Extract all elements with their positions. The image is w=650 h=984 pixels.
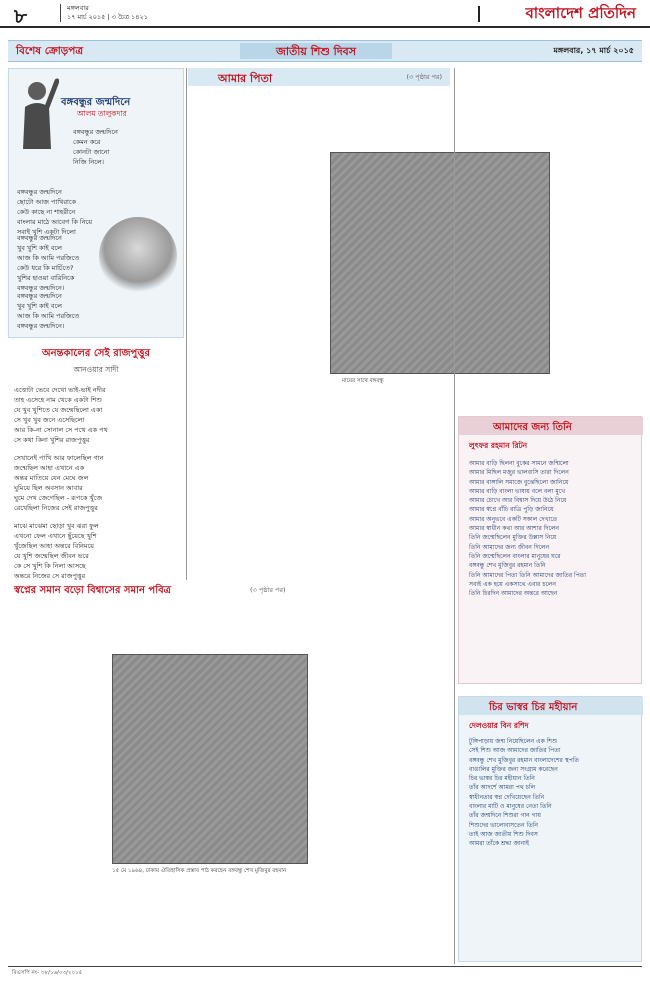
box-header: [459, 697, 643, 715]
poem-box-amader-jonno: [458, 416, 642, 684]
poem-line: তাঁর জন্মদিনে শিশুরা গান গায়: [469, 812, 541, 820]
article-continued: (৩ পৃষ্ঠার পর): [406, 73, 442, 81]
header-date-text: ১৭ মার্চ ২০১৫ | ৩ চৈত্র ১৪২১: [67, 13, 148, 21]
column-divider: [454, 68, 455, 964]
poem-line: বাংলার মাঠে আবেগ কি নিয়ে: [17, 218, 93, 226]
left-column: [8, 68, 184, 580]
box-poem: [469, 737, 579, 849]
poem-stanza-4: [17, 291, 79, 331]
brand-logo: বাংলাদেশ প্রতিদিন: [525, 4, 636, 22]
poem-line: খুশির হাওয়া বারিনিকে: [17, 274, 75, 282]
poem-line: ঘুমিয়ে ছিল অবসান আবার: [14, 484, 83, 492]
header-day: মঙ্গলবার: [67, 4, 89, 12]
poem-author: আলম তালুকদার: [77, 109, 127, 118]
poem-line: আমরা তাঁকে শ্রদ্ধা জানাই: [469, 840, 529, 848]
photo-caption: মায়ের সাথে বঙ্গবন্ধু: [342, 378, 384, 384]
poem-line: চির ভাস্বর চির মহীয়ান তিনি: [469, 775, 535, 783]
poem-line: ঘুমে দেখ জেগেছিল - রূপকে খুঁজে: [14, 494, 103, 502]
poem-line: এত্তোটা ভেবে দেখো ভাই-ভাই নদীর: [14, 386, 106, 394]
poem-line: বঙ্গবন্ধু শেখ মুজিবুর রহমান তিনি: [469, 562, 546, 570]
poem-stanza-3: [17, 233, 79, 293]
poem-line: সেখানেই পাখি আর ফালেছিল গান: [14, 454, 104, 462]
poem-line: তিনি আমাদের পিতা তিনি আমাদের জাতির পিতা: [469, 571, 587, 579]
poem-line: আমার বাড়ি ছিলনা বুকের সামনে জন্মিলো: [469, 460, 569, 467]
article-header: [8, 580, 448, 598]
article-body-column-1: [190, 90, 316, 574]
poem2-author: আনওয়ার সাদী: [73, 365, 119, 374]
page-number: ৮: [14, 4, 27, 28]
poem2-body: [8, 385, 184, 581]
section-band: [8, 40, 642, 62]
box-author: লুৎফর রহমান রিটন: [469, 441, 528, 450]
box-header: [459, 417, 643, 435]
article-body-column-2: [322, 90, 452, 150]
poem-line: আমার বাঙ্গালি সমাজে বুঝেছিলো জানিয়ে: [469, 478, 569, 486]
poem-line: আমার অনুভবে একটি সকাল দেখাতে: [469, 515, 558, 523]
poem-line: বঙ্গবন্ধুর জন্মদিনে: [17, 292, 62, 300]
poem-line: আমার চোখে আর বিশ্বাস দিয়ে উঠে নিয়ে: [469, 497, 567, 505]
section-title: জাতীয় শিশু দিবস: [240, 43, 392, 59]
poem-line: স্বাধীনতার স্বপ্ন দেখিয়েছেন তিনি: [469, 793, 545, 801]
article-title: স্বপ্নের সমান বড়ো বিশ্বাসের সমান পবিত্র: [14, 585, 171, 596]
poem-line: যে খুব খুশিতে যে জন্মেছিলো একা: [14, 406, 103, 414]
poem-line: রেখেছিলা নিজের সেই রাজপুত্তুর: [14, 504, 98, 512]
poem-line: শিশুদের ভালোবাসতেন তিনি: [469, 821, 538, 829]
poem-line: তাহ এসেহে নাম থেকে একটা শিশু: [14, 396, 102, 404]
poem-title: বঙ্গবন্ধুর জন্মদিনে: [61, 97, 131, 108]
waving-leader-image: [15, 77, 59, 149]
poem-stanza-2: [17, 187, 92, 237]
poem-line: টুঙ্গিপাড়ায় জন্ম নিয়েছিলেন এক শিশু: [469, 738, 558, 745]
poem-line: তাঁর আদর্শে আমরা পথ চলি: [469, 784, 536, 792]
poem-rajputra: [8, 346, 184, 589]
portrait-image: [99, 217, 177, 295]
poem-line: সে খুব খুব জনে এসেছিলো: [14, 416, 85, 424]
article2-body-column-2: [314, 602, 450, 962]
poem-line: তিনি চিরদিন আমাদের অন্তরে আছেন: [469, 590, 558, 598]
box-title: আমাদের জন্য তিনি: [493, 422, 572, 433]
poem-line: বঙ্গবন্ধুর জন্মদিনে: [17, 188, 62, 196]
poem-line: কে সে খুশি কি নিলা আসছে: [14, 562, 86, 570]
column-divider: [186, 68, 187, 580]
header-date: [60, 4, 148, 22]
poem-line: তিনি জন্মেছিলেন বাংলার মানুষের ঘরে: [469, 552, 561, 560]
poem-line: অন্তরে নিজের সে রাজপুত্তুর: [14, 572, 86, 580]
poem-box-chiro-bhashwar: [458, 696, 642, 962]
poem2-title: অনন্তকালের সেই রাজপুত্তুর: [41, 348, 150, 359]
poem-line: ছোটো আজ পাখিরাকে: [17, 198, 77, 206]
poem-line: সে কথা কিনা খুশির রাজপুত্তুর: [14, 436, 90, 444]
poem-line: মাঝে মাঝেমা ছোড়া খুব ঝরা ফুল: [14, 522, 99, 530]
poem-line: খুব খুশি কাই বলে: [17, 302, 62, 310]
poem-line: সবাই এক হয়ে একসাথে এবার চলেন: [469, 580, 556, 588]
poem-line: যে খুশি জন্মেছিল জীবন ভরে: [14, 552, 89, 560]
poem-line: আর কি-না সোনাল সে পথে এক পথ: [14, 426, 108, 434]
poem-line: নিজি নিলে।: [73, 158, 104, 166]
poem-box-bangabandhu: [8, 68, 184, 338]
box-poem: [469, 459, 586, 598]
poem-line: কোনটা জানো: [73, 148, 110, 156]
article-body-column-3: [322, 384, 452, 572]
masthead: [0, 0, 650, 28]
section-date: মঙ্গলবার, ১৭ মার্চ ২০১৫: [553, 46, 634, 55]
poem-line: তিনি জন্মেছিলেন মুক্তির উল্লাস নিয়ে: [469, 534, 557, 542]
poem-line: সেই শিশু আজ আমাদের জাতির পিতা: [469, 747, 561, 755]
poem-line: কেউ কাছে না শাহরীনে: [17, 208, 76, 216]
box-author: দেলওয়ার বিন রশিদ: [469, 721, 529, 730]
poem2-stanza: [14, 385, 184, 445]
poem-line: খুব খুশি কাই বলে: [17, 244, 62, 252]
poem-line: এখনো ফেল এখানে ছুঁয়েছে খুশি: [14, 532, 97, 540]
article-title: আমার পিতা: [218, 72, 273, 85]
photo-caption: ১৫ মে ১৯৬৪, ঢাকায় ঐতিহাসিক প্রস্তাব পাঠ করছেন বঙ্গবন্ধু শেখ মুজিবুর রহমান: [112, 868, 287, 874]
poem-line: বাংলার মাটি ও মানুষের নেতা তিনি: [469, 803, 552, 811]
footer-code: বিএসপি নং- ৩৮/১৬/০৩/২০১৫: [12, 970, 83, 976]
poem-line: বঙ্গবন্ধুর জন্মদিনে: [17, 234, 62, 242]
box-title: চির ভাস্বর চির মহীয়ান: [489, 702, 578, 713]
poem-line: তাই আজ জাতীয় শিশু দিবস: [469, 830, 538, 838]
header-divider: [478, 6, 480, 22]
poem-line: বঙ্গবন্ধুর জন্মদিনে: [73, 128, 118, 136]
poem-line: বাঙালির মুক্তির জন্য সংগ্রাম করেছেন: [469, 765, 558, 773]
article2-body-bottom: [10, 880, 308, 962]
article-continued: (৩ পৃষ্ঠার পর): [250, 586, 286, 594]
poem-line: আমার স্বপ্নে বাঁচি রাত্রি পুড়ি জানিয়ে: [469, 506, 554, 514]
poem-line: অন্তর মাতিয়ে যেন মেঘে জল: [14, 474, 89, 482]
footer-rule: [8, 966, 642, 967]
poem2-stanza: [14, 521, 184, 581]
poem-line: জন্মেছিল আহা এখানে এক: [14, 464, 85, 472]
poem-line: আজ কি আমি পরজিতে: [17, 254, 80, 262]
poem-line: খুঁজেছিল আহা অন্তরে বিনিময়ে: [14, 542, 94, 550]
poem-line: বঙ্গবন্ধু শেখ মুজিবুর রহমান বাংলাদেশের স্থপতি: [469, 756, 579, 764]
poem-line: আজ কি আমি পরজিতে: [17, 312, 80, 320]
article-header: [188, 68, 450, 86]
poem-line: বঙ্গবন্ধুর জন্মদিনে।: [17, 322, 65, 330]
photo-historic-speech: [112, 654, 308, 864]
poem-stanza-1: [73, 127, 118, 167]
poem-line: কেমন করে: [73, 138, 101, 146]
article-body-right: [456, 68, 642, 368]
article2-body-top: [112, 602, 308, 650]
poem2-stanza: [14, 453, 184, 513]
section-label: বিশেষ ক্রোড়পত্র: [16, 45, 84, 57]
poem-line: তিনি আমাদের জন্য জীবন দিলেন: [469, 543, 550, 551]
poem-line: আমার স্বাধীন কথা আর আশার দিলেন: [469, 525, 560, 533]
poem-line: আমার মিছিল মজুর ভালবাসি তারা দিলেন: [469, 469, 569, 477]
poem-line: বঙ্গবন্ধুর জন্মদিনে।: [17, 284, 65, 292]
poem-line: সবাই খুশি একটা দিলো: [17, 228, 76, 236]
poem-line: আমার বাড়ি বাংলা ভাষায় বলে বলা মুখে: [469, 487, 566, 495]
poem-line: কেউ ধরে কি মার্চিতে?: [17, 264, 74, 272]
